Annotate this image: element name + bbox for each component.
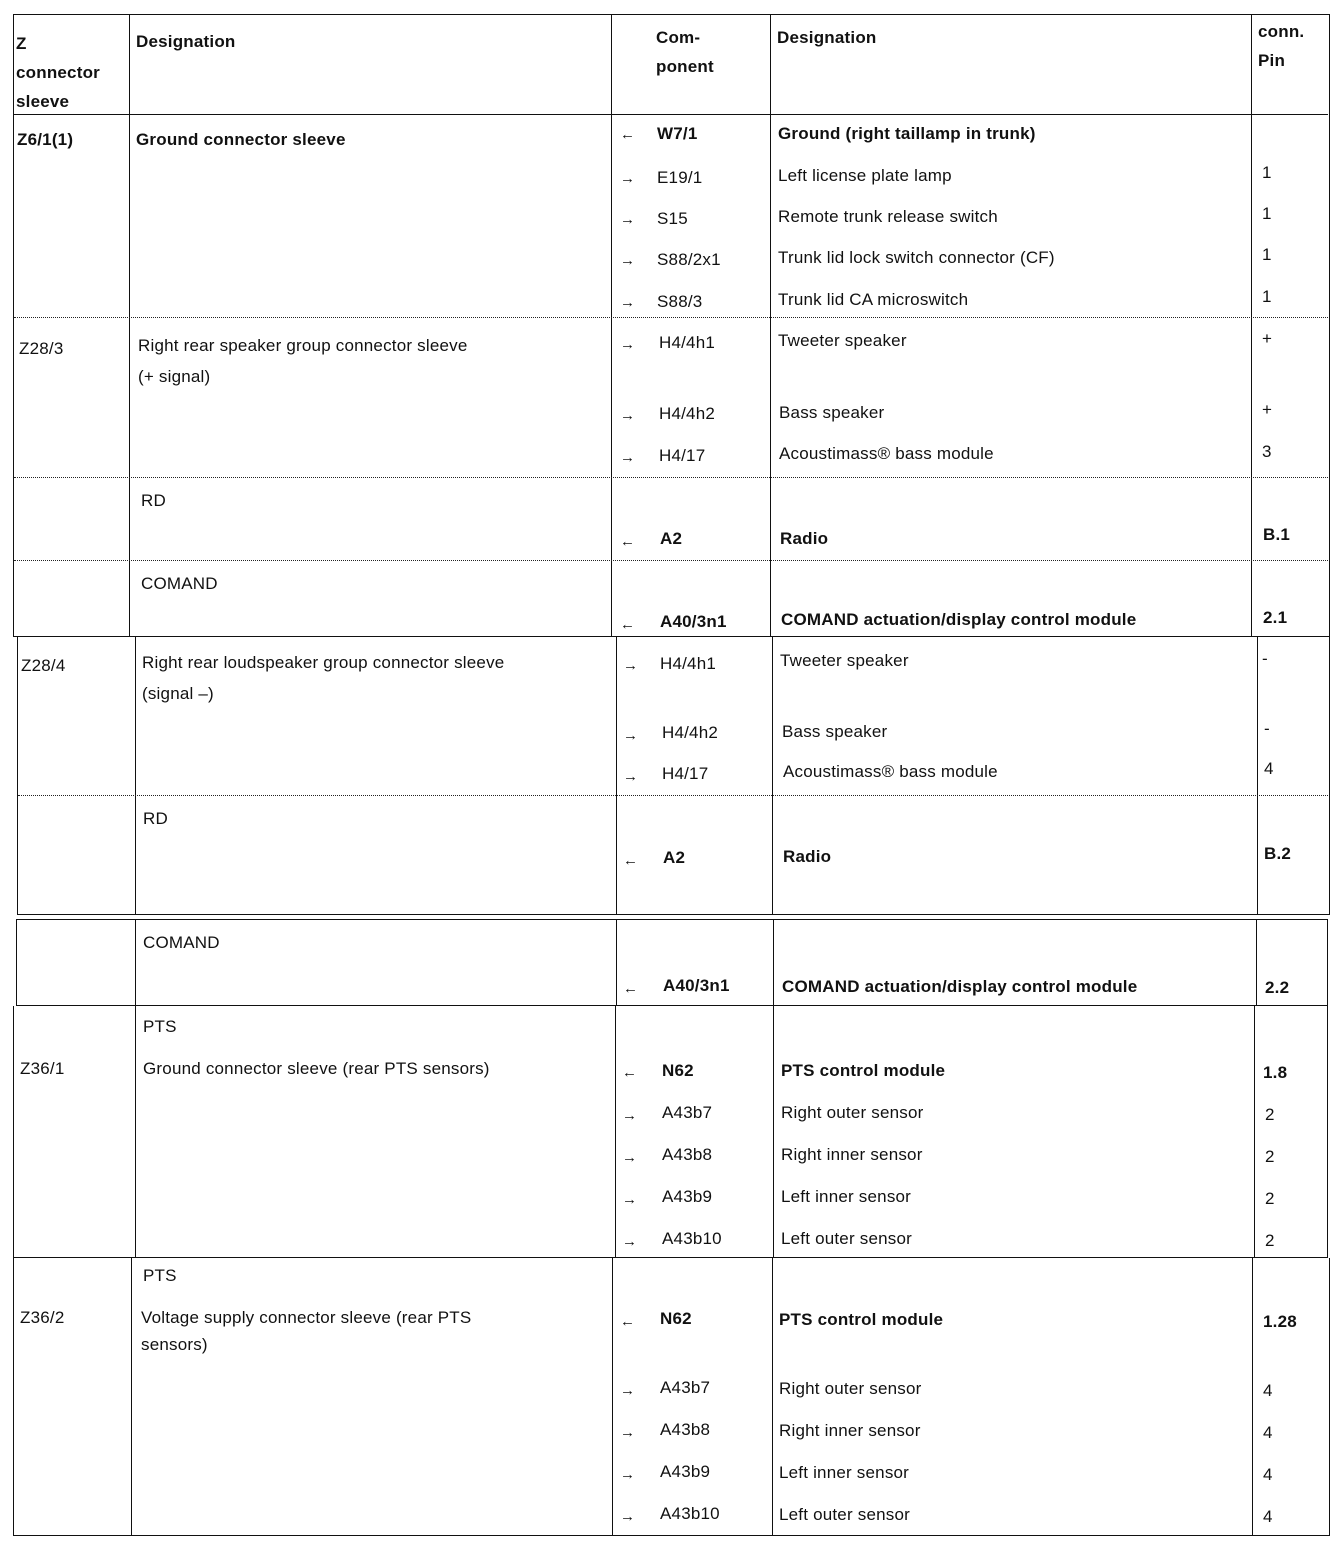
direction-arrow: →	[620, 336, 636, 353]
pin-value: 2	[1265, 1189, 1275, 1208]
component-designation: Right inner sensor	[779, 1421, 921, 1440]
component-designation: Acoustimass® bass module	[783, 762, 998, 781]
component-code: S88/2x1	[657, 250, 721, 269]
direction-arrow: →	[620, 170, 636, 187]
sleeve-designation-line2: (+ signal)	[138, 367, 211, 386]
table-section-z28-4	[17, 637, 1330, 915]
direction-arrow: →	[620, 1424, 636, 1441]
component-code: A2	[660, 529, 683, 548]
pin-value: 2	[1265, 1105, 1275, 1124]
pin-value: 1	[1262, 204, 1272, 223]
component-designation: Right outer sensor	[781, 1103, 924, 1122]
sleeve-designation-line2: sensors)	[141, 1335, 208, 1354]
sleeve-designation-line2: (signal –)	[142, 684, 214, 703]
component-code: H4/4h2	[662, 723, 719, 742]
component-code: A43b10	[662, 1229, 722, 1248]
component-code: S88/3	[657, 292, 703, 311]
sleeve-id: Z28/3	[19, 339, 64, 358]
component-designation: Acoustimass® bass module	[779, 444, 994, 463]
pin-value: B.2	[1264, 844, 1292, 863]
component-code: S15	[657, 209, 688, 228]
direction-arrow: →	[623, 768, 639, 785]
direction-arrow: ←	[623, 980, 639, 997]
component-code: A43b9	[660, 1462, 711, 1481]
subgroup-label: RD	[141, 491, 166, 510]
sleeve-designation: Ground connector sleeve (rear PTS sensors)	[143, 1059, 490, 1078]
direction-arrow: ←	[620, 126, 636, 143]
component-code: H4/17	[659, 446, 706, 465]
sleeve-designation: Ground connector sleeve	[136, 130, 346, 149]
sleeve-id: Z28/4	[21, 656, 66, 675]
component-code: E19/1	[657, 168, 703, 187]
component-code: H4/4h1	[659, 333, 716, 352]
component-code: A43b9	[662, 1187, 713, 1206]
pin-value: 4	[1263, 1423, 1273, 1442]
pin-value: 4	[1264, 759, 1274, 778]
direction-arrow: →	[623, 727, 639, 744]
component-designation: COMAND actuation/display control module	[782, 977, 1138, 996]
component-designation: Tweeter speaker	[778, 331, 907, 350]
pin-value: 1.8	[1263, 1063, 1288, 1082]
component-code: W7/1	[657, 124, 698, 143]
component-code: A40/3n1	[660, 612, 727, 631]
sleeve-id: Z36/2	[20, 1308, 65, 1327]
pin-value: 3	[1262, 442, 1272, 461]
component-designation: Right inner sensor	[781, 1145, 923, 1164]
component-designation: Left inner sensor	[781, 1187, 912, 1206]
component-designation: Left license plate lamp	[778, 166, 952, 185]
table-section-top	[13, 14, 1330, 637]
direction-arrow: →	[620, 252, 636, 269]
component-code: N62	[662, 1061, 694, 1080]
pin-value: +	[1262, 400, 1273, 419]
component-designation: Radio	[780, 529, 829, 548]
pin-value: 1	[1262, 287, 1272, 306]
component-designation: Bass speaker	[779, 403, 885, 422]
direction-arrow: ←	[623, 852, 639, 869]
component-designation: Trunk lid CA microswitch	[778, 290, 969, 309]
sleeve-id: Z36/1	[20, 1059, 65, 1078]
component-code: A40/3n1	[663, 976, 730, 995]
component-code: A2	[663, 848, 686, 867]
header-designation-left: Designation	[136, 32, 236, 51]
component-designation: Bass speaker	[782, 722, 888, 741]
header-pin: conn. Pin	[1258, 22, 1305, 70]
connector-sleeve-table	[13, 14, 1330, 1536]
direction-arrow: →	[620, 1466, 636, 1483]
header-z-sleeve: Z connector sleeve	[16, 34, 100, 111]
pin-value: 1.28	[1263, 1312, 1297, 1331]
pin-value: 4	[1263, 1381, 1273, 1400]
component-designation: PTS control module	[781, 1061, 946, 1080]
pin-value: -	[1264, 719, 1270, 738]
pin-value: 4	[1263, 1507, 1273, 1526]
direction-arrow: ←	[620, 533, 636, 550]
direction-arrow: →	[622, 1107, 638, 1124]
direction-arrow: →	[620, 449, 636, 466]
direction-arrow: →	[623, 657, 639, 674]
component-code: H4/4h2	[659, 404, 716, 423]
direction-arrow: →	[620, 294, 636, 311]
pin-value: 2	[1265, 1231, 1275, 1250]
direction-arrow: →	[622, 1191, 638, 1208]
direction-arrow: ←	[620, 1313, 636, 1330]
direction-arrow: →	[620, 1382, 636, 1399]
direction-arrow: →	[620, 211, 636, 228]
component-designation: Left outer sensor	[781, 1229, 912, 1248]
subgroup-label: COMAND	[141, 574, 218, 593]
direction-arrow: →	[620, 1508, 636, 1525]
sleeve-designation: Right rear speaker group connector sleeve	[138, 336, 468, 355]
component-code: A43b7	[662, 1103, 713, 1122]
sleeve-designation: Voltage supply connector sleeve (rear PTS	[141, 1308, 472, 1327]
table-section-z36-2	[13, 1258, 1330, 1536]
component-designation: Left inner sensor	[779, 1463, 910, 1482]
component-designation: COMAND actuation/display control module	[781, 610, 1137, 629]
component-designation: Remote trunk release switch	[778, 207, 998, 226]
pin-value: 4	[1263, 1465, 1273, 1484]
component-code: A43b8	[662, 1145, 713, 1164]
component-designation: Radio	[783, 847, 832, 866]
direction-arrow: →	[620, 407, 636, 424]
sleeve-designation: Right rear loudspeaker group connector sleeve	[142, 653, 505, 672]
component-designation: Tweeter speaker	[780, 651, 909, 670]
component-code: A43b8	[660, 1420, 711, 1439]
pin-value: 1	[1262, 245, 1272, 264]
header-component: Com- ponent	[656, 28, 714, 76]
pin-value: 1	[1262, 163, 1272, 182]
table-section-z28-4-comand	[16, 919, 1328, 1006]
pin-value: 2.1	[1263, 608, 1288, 627]
component-designation: Left outer sensor	[779, 1505, 910, 1524]
component-code: A43b10	[660, 1504, 720, 1523]
direction-arrow: ←	[620, 616, 636, 633]
component-designation: Ground (right taillamp in trunk)	[778, 124, 1036, 143]
sleeve-id: Z6/1(1)	[17, 130, 74, 149]
pin-value: -	[1262, 649, 1268, 668]
table-section-z36-1	[13, 1006, 1328, 1258]
subgroup-label: PTS	[143, 1017, 177, 1036]
header-designation-right: Designation	[777, 28, 877, 47]
subgroup-label: RD	[143, 809, 168, 828]
direction-arrow: →	[622, 1149, 638, 1166]
pin-value: 2	[1265, 1147, 1275, 1166]
component-code: H4/4h1	[660, 654, 717, 673]
component-code: H4/17	[662, 764, 709, 783]
component-designation: PTS control module	[779, 1310, 944, 1329]
subgroup-label: COMAND	[143, 933, 220, 952]
subgroup-label: PTS	[143, 1266, 177, 1285]
direction-arrow: →	[622, 1233, 638, 1250]
component-code: A43b7	[660, 1378, 711, 1397]
component-designation: Trunk lid lock switch connector (CF)	[778, 248, 1055, 267]
component-code: N62	[660, 1309, 692, 1328]
pin-value: B.1	[1263, 525, 1291, 544]
pin-value: 2.2	[1265, 978, 1290, 997]
pin-value: +	[1262, 329, 1273, 348]
direction-arrow: ←	[622, 1064, 638, 1081]
component-designation: Right outer sensor	[779, 1379, 922, 1398]
